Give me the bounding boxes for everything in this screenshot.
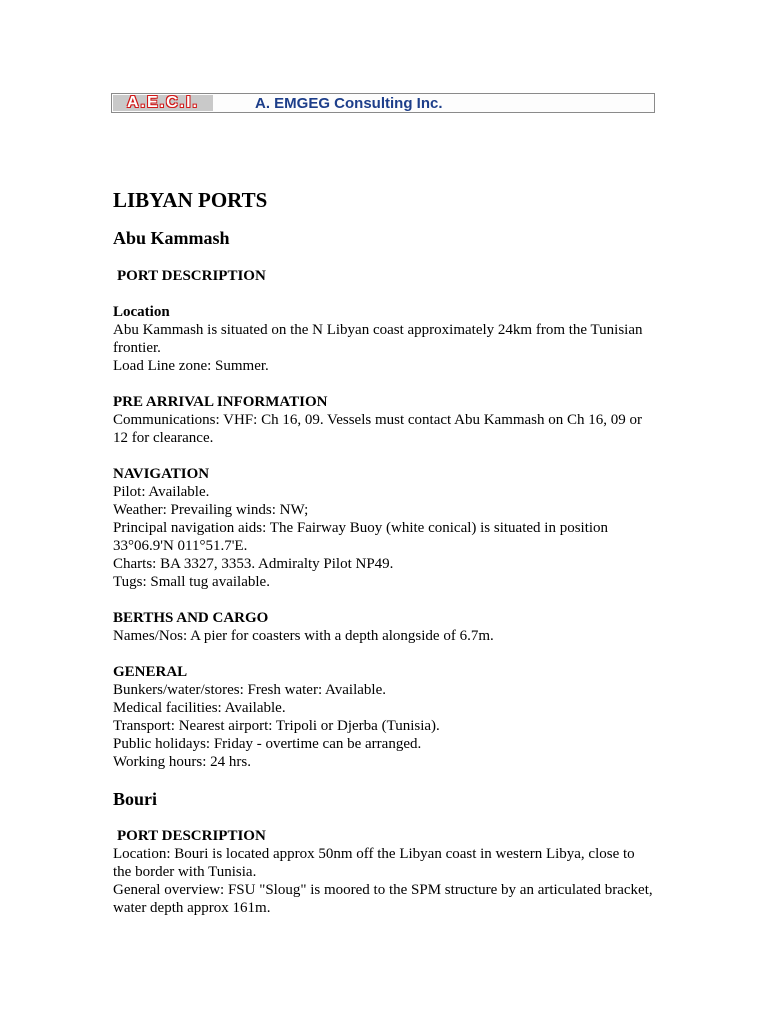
berths-line: Names/Nos: A pier for coasters with a depth alongside of 6.7m. bbox=[113, 628, 494, 644]
berths-section bbox=[113, 609, 673, 645]
navigation-line: Tugs: Small tug available. bbox=[113, 574, 270, 590]
document-title: LIBYAN PORTS bbox=[113, 188, 268, 212]
bouri-line: General overview: FSU "Sloug" is moored to the SPM structure by an articulated bracket, bbox=[113, 882, 653, 898]
port-name-bouri: Bouri bbox=[113, 789, 158, 809]
pre-arrival-line: 12 for clearance. bbox=[113, 430, 214, 446]
document-body bbox=[113, 187, 673, 917]
berths-heading: BERTHS AND CARGO bbox=[113, 610, 269, 626]
general-line: Bunkers/water/stores: Fresh water: Available. bbox=[113, 682, 386, 698]
general-line: Transport: Nearest airport: Tripoli or Djerba (Tunisia). bbox=[113, 718, 440, 734]
general-line: Public holidays: Friday - overtime can be arranged. bbox=[113, 736, 422, 752]
navigation-section bbox=[113, 465, 673, 591]
location-line: Abu Kammash is situated on the N Libyan coast approximately 24km from the Tunisian bbox=[113, 322, 643, 338]
pre-arrival-section bbox=[113, 393, 673, 447]
navigation-line: Pilot: Available. bbox=[113, 484, 210, 500]
logo-text: A.E.C.I. bbox=[126, 94, 199, 111]
location-section bbox=[113, 303, 673, 375]
pre-arrival-heading: PRE ARRIVAL INFORMATION bbox=[113, 394, 328, 410]
navigation-line: Charts: BA 3327, 3353. Admiralty Pilot NP49. bbox=[113, 556, 394, 572]
port-description-heading: PORT DESCRIPTION bbox=[117, 268, 266, 284]
navigation-heading: NAVIGATION bbox=[113, 466, 210, 482]
general-line: Medical facilities: Available. bbox=[113, 700, 286, 716]
bouri-line: water depth approx 161m. bbox=[113, 900, 271, 916]
pre-arrival-line: Communications: VHF: Ch 16, 09. Vessels must contact Abu Kammash on Ch 16, 09 or bbox=[113, 412, 643, 428]
location-line: Load Line zone: Summer. bbox=[113, 358, 269, 374]
bouri-line: Location: Bouri is located approx 50nm off the Libyan coast in western Libya, close to bbox=[113, 846, 635, 862]
navigation-line: Principal navigation aids: The Fairway Buoy (white conical) is situated in position bbox=[113, 520, 609, 536]
location-line: frontier. bbox=[113, 340, 161, 356]
navigation-line: 33°06.9'N 011°51.7'E. bbox=[113, 538, 248, 554]
bouri-line: the border with Tunisia. bbox=[113, 864, 257, 880]
port-name-abu-kammash: Abu Kammash bbox=[113, 228, 230, 248]
company-name: A. EMGEG Consulting Inc. bbox=[255, 95, 443, 112]
location-heading: Location bbox=[113, 304, 170, 320]
general-line: Working hours: 24 hrs. bbox=[113, 754, 251, 770]
company-logo bbox=[113, 95, 213, 111]
letterhead-banner bbox=[111, 93, 655, 113]
navigation-line: Weather: Prevailing winds: NW; bbox=[113, 502, 309, 518]
general-section bbox=[113, 663, 673, 771]
general-heading: GENERAL bbox=[113, 664, 188, 680]
port-description-heading: PORT DESCRIPTION bbox=[117, 828, 266, 844]
